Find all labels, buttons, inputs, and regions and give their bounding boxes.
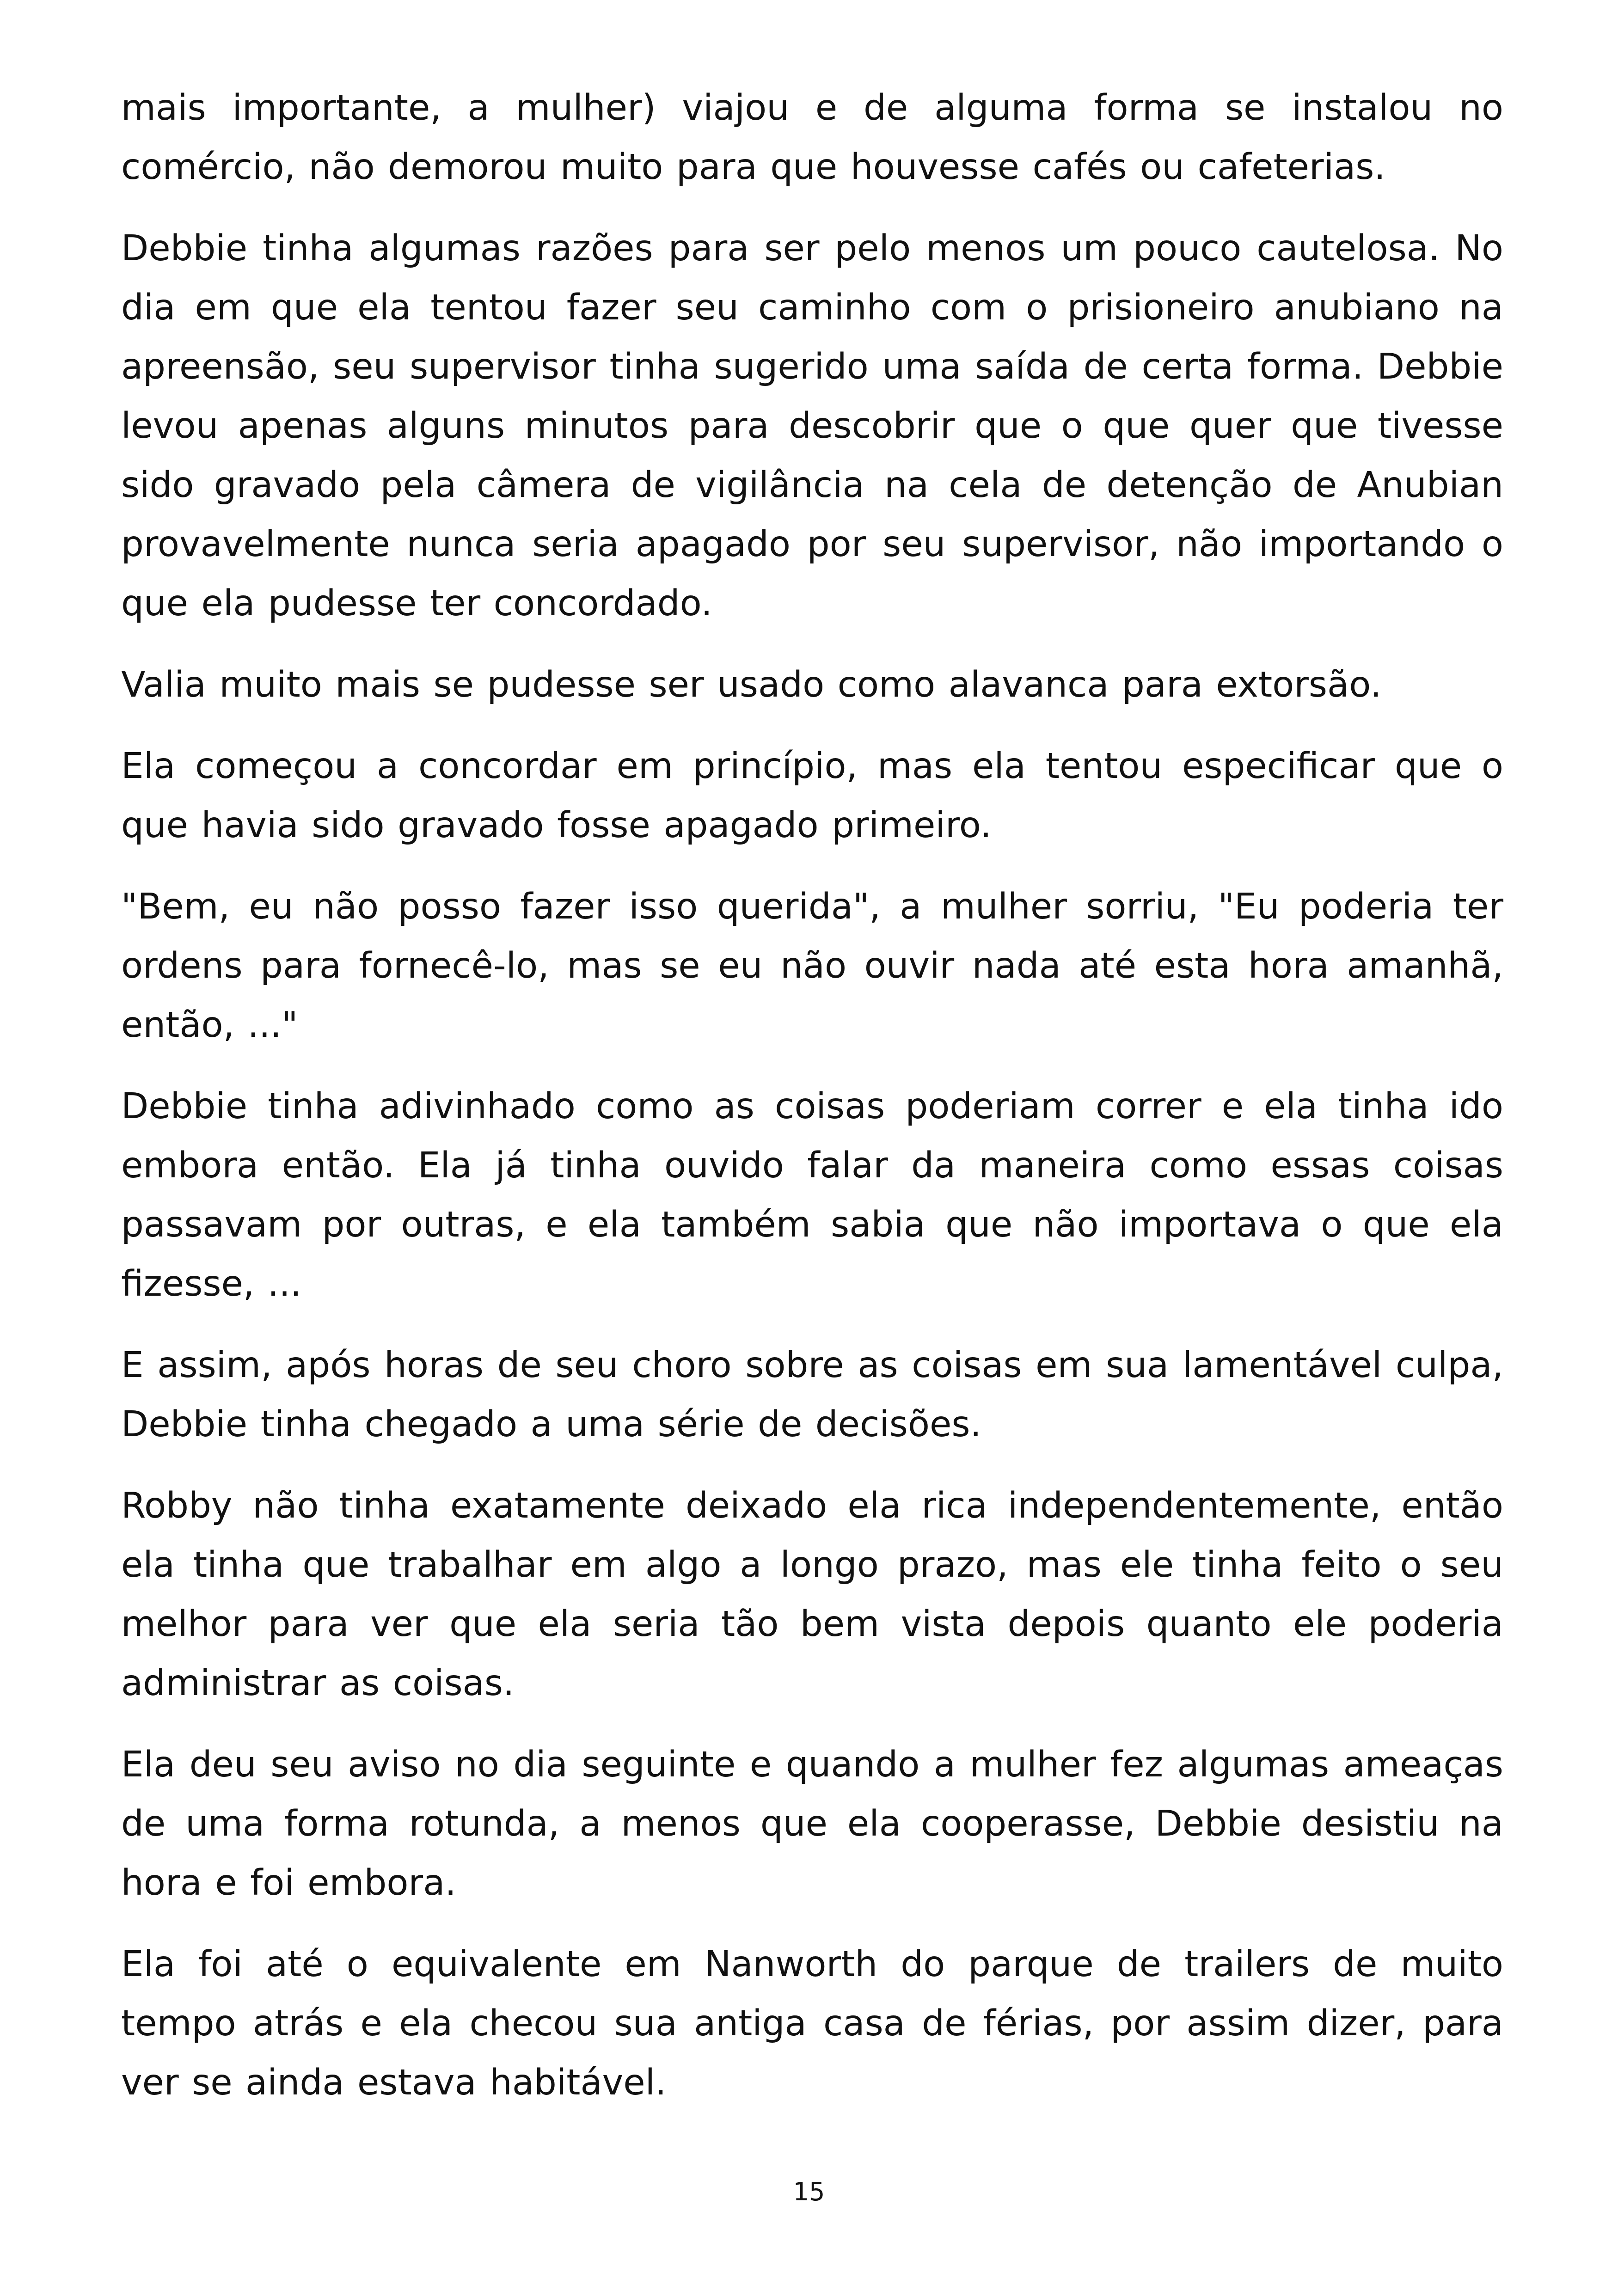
paragraph: mais importante, a mulher) viajou e de alguma forma se instalou no comércio, não demorou muito para que houvesse cafés ou cafeterias. <box>121 87 1503 188</box>
paragraph: Ela foi até o equivalente em Nanworth do parque de trailers de muito tempo atrás e ela checou sua antiga casa de férias, por assim dizer, para ver se ainda estava habitável. <box>121 1944 1503 2103</box>
page-body-text <box>121 79 1503 2135</box>
paragraph: Ela deu seu aviso no dia seguinte e quando a mulher fez algumas ameaças de uma forma rotunda, a menos que ela cooperasse, Debbie desistiu na hora e foi embora. <box>121 1744 1503 1904</box>
paragraph: Debbie tinha algumas razões para ser pelo menos um pouco cautelosa. No dia em que ela tentou fazer seu caminho com o prisioneiro anubiano na apreensão, seu supervisor tinha sugerido uma saída de certa forma. Debbie levou apenas alguns minutos para descobrir que o que quer que tivesse sido gravado pela câmera de vigilância na cela de detenção de Anubian provavelmente nunca seria apagado por seu supervisor, não importando o que ela pudesse ter concordado. <box>121 228 1503 624</box>
page-number: 15 <box>793 2177 825 2206</box>
paragraph: Valia muito mais se pudesse ser usado como alavanca para extorsão. <box>121 664 1382 705</box>
paragraph: E assim, após horas de seu choro sobre as coisas em sua lamentável culpa, Debbie tinha chegado a uma série de decisões. <box>121 1345 1503 1445</box>
paragraph: Ela começou a concordar em princípio, mas ela tentou especificar que o que havia sido gravado fosse apagado primeiro. <box>121 746 1503 846</box>
paragraph: Debbie tinha adivinhado como as coisas poderiam correr e ela tinha ido embora então. Ela já tinha ouvido falar da maneira como essas coisas passavam por outras, e ela também sabia que não importava o que ela fizesse, ... <box>121 1086 1503 1304</box>
paragraph: "Bem, eu não posso fazer isso querida", a mulher sorriu, "Eu poderia ter ordens para fornecê-lo, mas se eu não ouvir nada até esta hora amanhã, então, ..." <box>121 886 1503 1046</box>
paragraph: Robby não tinha exatamente deixado ela rica independentemente, então ela tinha que trabalhar em algo a longo prazo, mas ele tinha feito o seu melhor para ver que ela seria tão bem vista depois quanto ele poderia administrar as coisas. <box>121 1485 1503 1704</box>
